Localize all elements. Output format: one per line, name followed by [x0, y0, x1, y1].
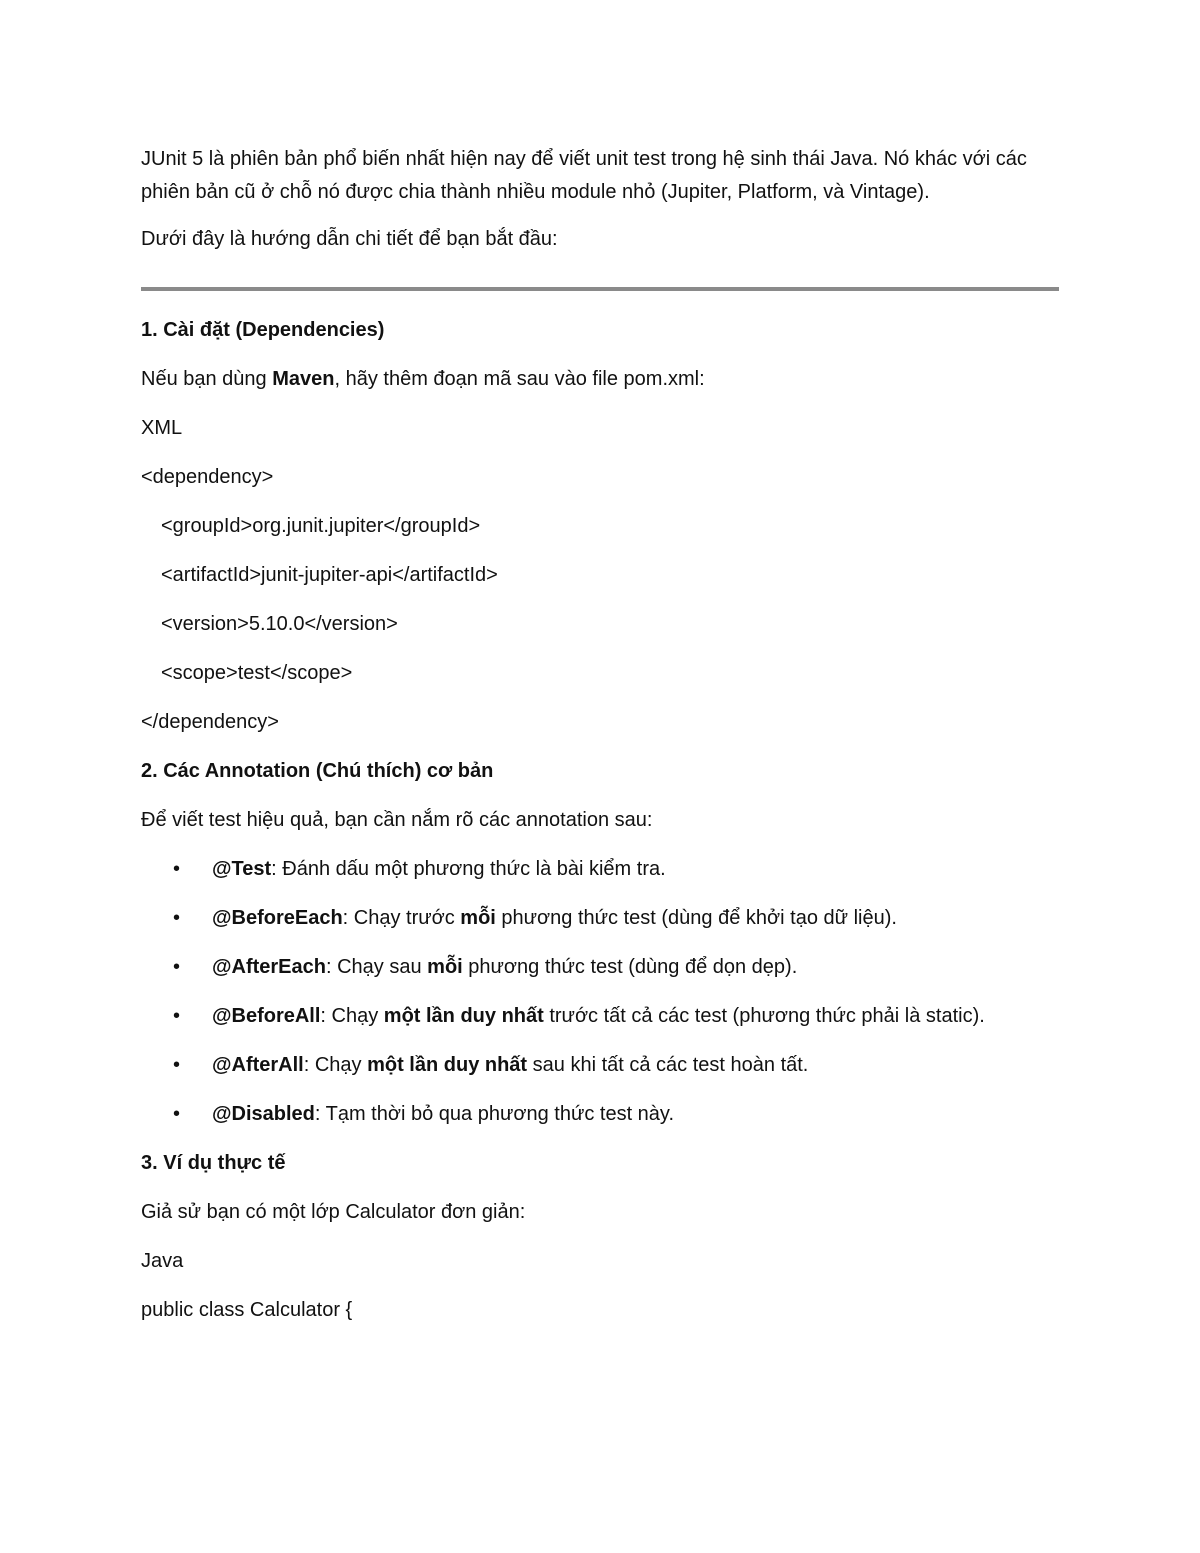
bullet-icon: • — [173, 956, 181, 978]
code-line: </dependency> — [141, 711, 279, 733]
annotation-text: sau khi tất cả các test hoàn tất. — [527, 1054, 809, 1076]
document-page — [141, 143, 1061, 1343]
annotation-text: : Tạm thời bỏ qua phương thức test này. — [314, 1103, 674, 1125]
annotation-text: : Chạy — [320, 1005, 384, 1027]
annotation-text: trước tất cả các test (phương thức phải là static). — [543, 1005, 985, 1027]
annotation-name: @Test — [212, 858, 272, 880]
annotation-name: @BeforeAll — [212, 1005, 321, 1027]
maven-suffix: , hãy thêm đoạn mã sau vào file pom.xml: — [334, 368, 705, 390]
annotation-name: @AfterAll — [212, 1054, 304, 1076]
code-language-label: Java — [141, 1250, 184, 1272]
annotation-name: @Disabled — [212, 1103, 315, 1125]
code-language-label: XML — [141, 417, 183, 439]
annotation-list — [141, 853, 1061, 1131]
list-item — [141, 951, 1061, 984]
list-item — [141, 902, 1061, 935]
list-item — [141, 853, 1061, 886]
section-1-heading: 1. Cài đặt (Dependencies) — [141, 319, 385, 341]
annotation-emphasis: mỗi — [427, 956, 463, 978]
annotation-text: phương thức test (dùng để khởi tạo dữ liệu). — [495, 907, 897, 929]
annotation-text: : Chạy sau — [325, 956, 428, 978]
annotation-text: : Chạy — [303, 1054, 368, 1076]
bullet-icon: • — [173, 858, 181, 880]
annotation-text: : Đánh dấu một phương thức là bài kiểm tra. — [271, 858, 666, 880]
annotation-name: @BeforeEach — [212, 907, 343, 929]
annotation-emphasis: một lần duy nhất — [367, 1054, 528, 1076]
annotation-name: @AfterEach — [212, 956, 326, 978]
code-line: <scope>test</scope> — [161, 662, 353, 684]
bullet-icon: • — [173, 907, 181, 929]
section-2-heading: 2. Các Annotation (Chú thích) cơ bản — [141, 760, 494, 782]
code-line: <groupId>org.junit.jupiter</groupId> — [161, 515, 481, 537]
code-line: <dependency> — [141, 466, 274, 488]
list-item — [141, 1000, 1012, 1033]
maven-bold: Maven — [272, 368, 335, 390]
annotation-emphasis: mỗi — [460, 907, 496, 929]
maven-prefix: Nếu bạn dùng — [141, 368, 273, 390]
code-line: <artifactId>junit-jupiter-api</artifactId> — [161, 564, 498, 586]
list-item — [141, 1098, 1061, 1131]
annotation-text: : Chạy trước — [342, 907, 461, 929]
intro-paragraph: JUnit 5 là phiên bản phổ biến nhất hiện nay để viết unit test trong hệ sinh thái Java. Nó khác với các phiên bản cũ ở chỗ nó được chia thành nhiều module nhỏ (Jupiter, Platform, và Vintage). — [141, 148, 1027, 203]
section-3-heading: 3. Ví dụ thực tế — [141, 1152, 286, 1174]
list-item — [141, 1049, 1061, 1082]
bullet-icon: • — [173, 1054, 181, 1076]
section-3-lead: Giả sử bạn có một lớp Calculator đơn giản: — [141, 1201, 526, 1223]
maven-instruction — [141, 363, 1061, 396]
horizontal-divider — [141, 287, 1059, 291]
code-line: <version>5.10.0</version> — [161, 613, 398, 635]
bullet-icon: • — [173, 1005, 181, 1027]
intro-lead: Dưới đây là hướng dẫn chi tiết để bạn bắt đầu: — [141, 228, 558, 250]
annotation-emphasis: một lần duy nhất — [383, 1005, 544, 1027]
code-line: public class Calculator { — [141, 1299, 353, 1321]
annotation-text: phương thức test (dùng để dọn dẹp). — [462, 956, 798, 978]
section-2-lead: Để viết test hiệu quả, bạn cần nắm rõ các annotation sau: — [141, 809, 653, 831]
bullet-icon: • — [173, 1103, 181, 1125]
